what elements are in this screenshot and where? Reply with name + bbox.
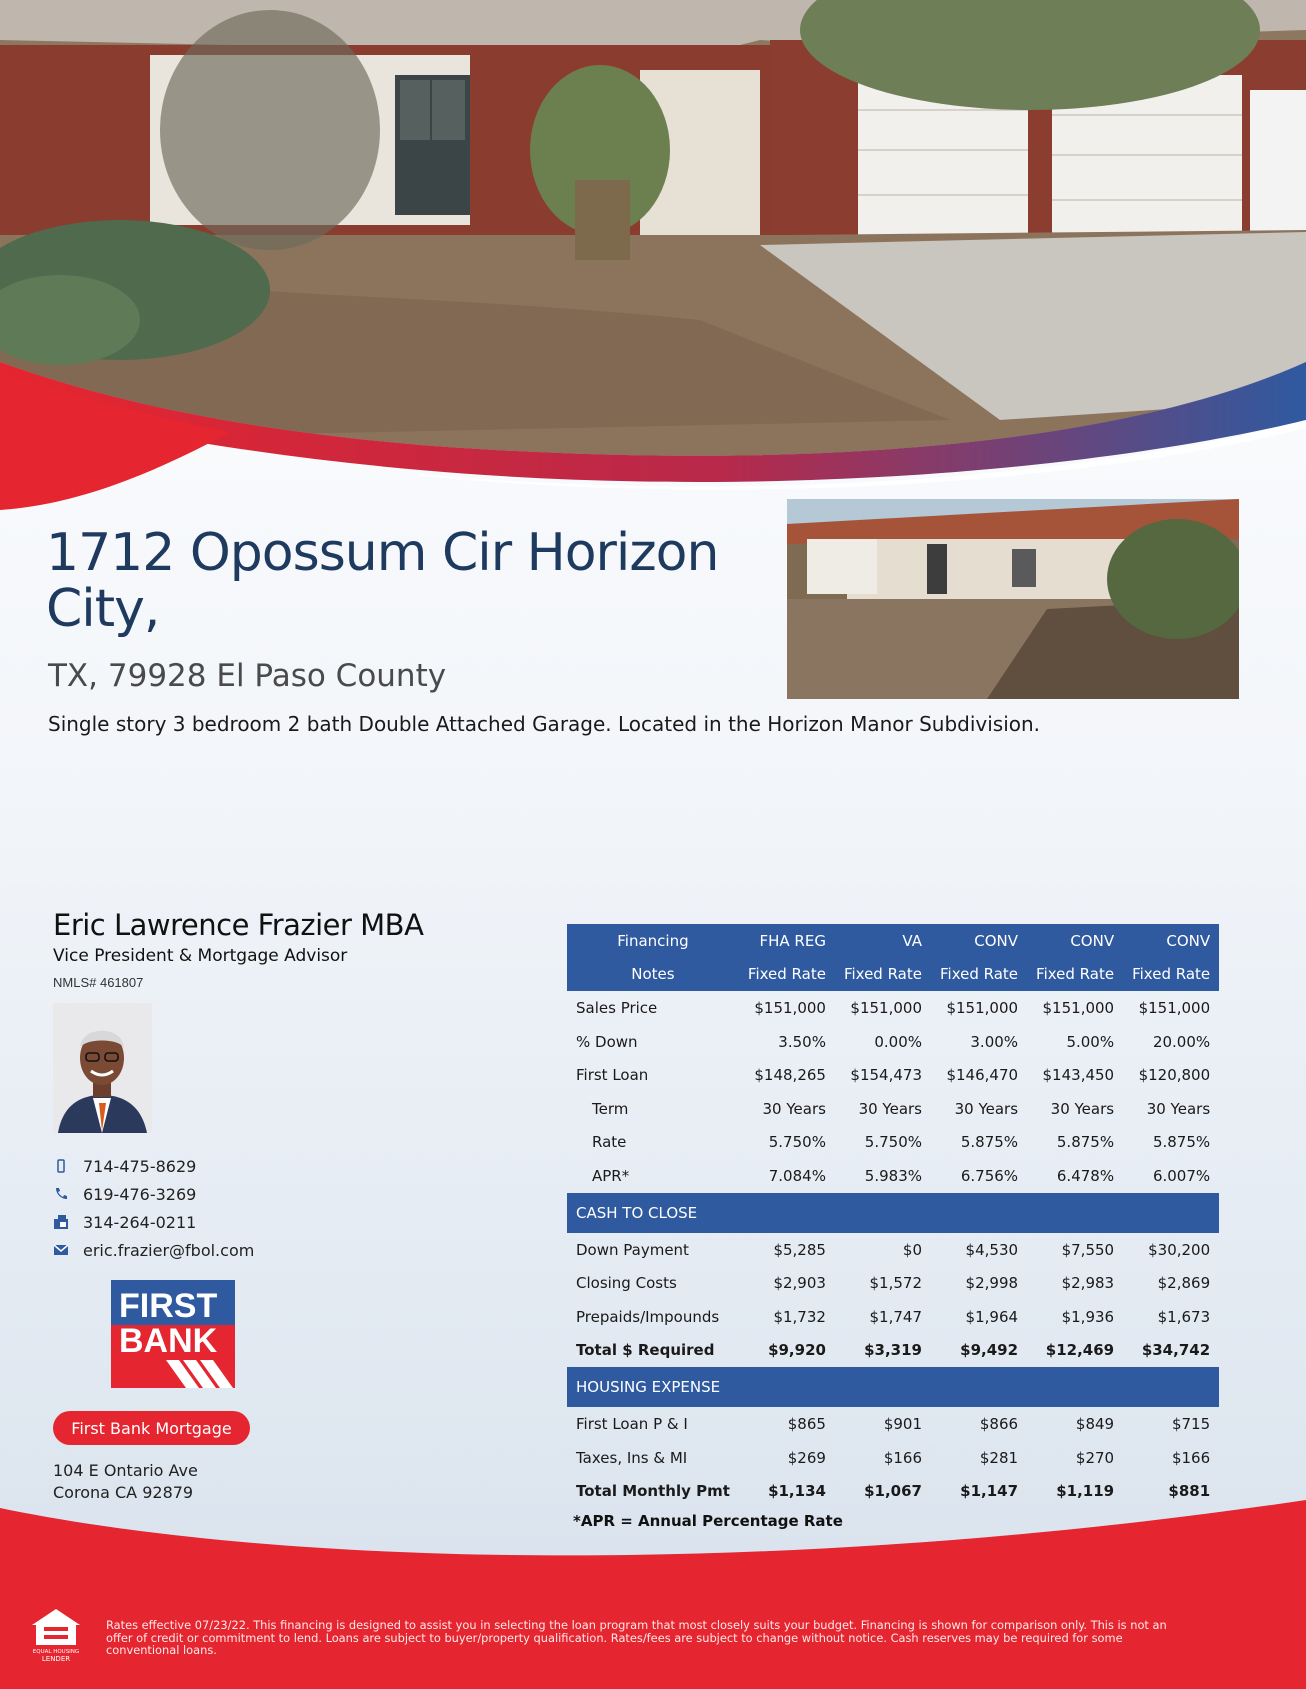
row-value: 5.875% bbox=[960, 1133, 1019, 1152]
contact-mobile[interactable] bbox=[53, 1152, 254, 1180]
row-value: $4,530 bbox=[965, 1240, 1019, 1259]
logo-text-bottom: BANK bbox=[119, 1322, 218, 1360]
row-value: 6.478% bbox=[1056, 1166, 1115, 1185]
header-row-loan-type bbox=[567, 924, 1219, 958]
fax-icon bbox=[53, 1214, 69, 1230]
contact-value: 314-264-0211 bbox=[83, 1212, 197, 1232]
row-value: $146,470 bbox=[946, 1066, 1019, 1085]
table-row bbox=[567, 1126, 1219, 1160]
contact-list bbox=[53, 1152, 254, 1264]
contact-value: eric.frazier@fbol.com bbox=[83, 1240, 255, 1260]
property-title: 1712 Opossum Cir Horizon City, bbox=[46, 523, 719, 639]
row-value: 5.750% bbox=[768, 1133, 826, 1152]
table-row bbox=[567, 991, 1219, 1025]
row-value: $166 bbox=[883, 1448, 922, 1467]
row-value: $151,000 bbox=[850, 998, 922, 1017]
row-value: 7.084% bbox=[768, 1166, 826, 1185]
row-value: 30 Years bbox=[762, 1099, 826, 1118]
row-value: 5.750% bbox=[864, 1133, 922, 1152]
row-label: Taxes, Ins & MI bbox=[576, 1448, 688, 1467]
header-cell: Financing bbox=[617, 931, 689, 950]
agent-name: Eric Lawrence Frazier MBA bbox=[53, 908, 424, 942]
row-value: $9,920 bbox=[768, 1341, 826, 1360]
row-value: $865 bbox=[787, 1414, 826, 1433]
property-location: TX, 79928 El Paso County bbox=[48, 658, 447, 694]
row-value: 6.007% bbox=[1152, 1166, 1211, 1185]
backyard-photo bbox=[787, 499, 1239, 699]
row-value: $1,119 bbox=[1056, 1482, 1115, 1501]
header-cell: Fixed Rate bbox=[1036, 965, 1115, 984]
header-cell: Fixed Rate bbox=[1132, 965, 1211, 984]
address-line-1: 104 E Ontario Ave bbox=[53, 1461, 198, 1480]
row-value: $1,732 bbox=[773, 1307, 826, 1326]
row-value: $270 bbox=[1075, 1448, 1115, 1467]
row-label: Prepaids/Impounds bbox=[576, 1307, 720, 1326]
row-value: 0.00% bbox=[874, 1032, 922, 1051]
row-label: First Loan P & I bbox=[576, 1414, 688, 1433]
row-value: $0 bbox=[902, 1240, 922, 1259]
table-row bbox=[567, 1266, 1219, 1300]
row-value: 5.875% bbox=[1152, 1133, 1211, 1152]
row-value: 30 Years bbox=[954, 1099, 1019, 1118]
row-value: 5.00% bbox=[1066, 1032, 1115, 1051]
header-cell: CONV bbox=[1166, 931, 1211, 950]
row-value: $143,450 bbox=[1042, 1066, 1115, 1085]
section-cash-to-close bbox=[567, 1193, 1219, 1233]
section-label: CASH TO CLOSE bbox=[576, 1203, 698, 1222]
row-label: Closing Costs bbox=[576, 1274, 677, 1293]
row-value: $1,147 bbox=[960, 1482, 1019, 1501]
row-value: $2,903 bbox=[773, 1274, 826, 1293]
email-icon bbox=[53, 1242, 69, 1258]
property-description: Single story 3 bedroom 2 bath Double Attached Garage. Located in the Horizon Manor Subdivision. bbox=[48, 712, 1041, 736]
header-cell: Fixed Rate bbox=[747, 965, 826, 984]
row-value: 6.756% bbox=[960, 1166, 1019, 1185]
row-label: Down Payment bbox=[576, 1240, 689, 1259]
hero-photo bbox=[0, 0, 1306, 520]
table-row bbox=[567, 1300, 1219, 1334]
row-label: Rate bbox=[592, 1133, 627, 1152]
first-bank-logo bbox=[111, 1280, 235, 1388]
row-value: 30 Years bbox=[1050, 1099, 1115, 1118]
row-value: 3.00% bbox=[970, 1032, 1019, 1051]
row-value: $151,000 bbox=[946, 998, 1019, 1017]
ehl-text-line-1: EQUAL HOUSING bbox=[32, 1649, 80, 1655]
contact-value: 619-476-3269 bbox=[83, 1184, 197, 1204]
table-row bbox=[567, 1441, 1219, 1475]
row-value: $34,742 bbox=[1141, 1341, 1211, 1360]
row-value: $7,550 bbox=[1061, 1240, 1115, 1259]
header-cell: CONV bbox=[974, 931, 1019, 950]
section-label: HOUSING EXPENSE bbox=[576, 1378, 721, 1397]
row-value: $281 bbox=[979, 1448, 1019, 1467]
header-cell: Notes bbox=[631, 965, 675, 984]
row-label: APR* bbox=[592, 1166, 630, 1185]
ehl-text-line-2: LENDER bbox=[41, 1655, 71, 1663]
row-value: 5.983% bbox=[864, 1166, 922, 1185]
table-row bbox=[567, 1092, 1219, 1126]
address-line-2: Corona CA 92879 bbox=[53, 1483, 194, 1502]
row-value: $1,936 bbox=[1061, 1307, 1115, 1326]
office-address bbox=[53, 1460, 198, 1504]
row-value: $154,473 bbox=[850, 1066, 922, 1085]
row-value: $849 bbox=[1075, 1414, 1115, 1433]
row-value: $1,572 bbox=[869, 1274, 922, 1293]
financing-table bbox=[567, 924, 1219, 1508]
logo-text-top: FIRST bbox=[119, 1287, 218, 1325]
contact-value: 714-475-8629 bbox=[83, 1156, 197, 1176]
row-label: Term bbox=[592, 1099, 629, 1118]
table-row bbox=[567, 1025, 1219, 1059]
contact-fax[interactable] bbox=[53, 1208, 254, 1236]
row-value: $120,800 bbox=[1138, 1066, 1211, 1085]
agent-title: Vice President & Mortgage Advisor bbox=[53, 946, 348, 966]
row-label: Total $ Required bbox=[576, 1341, 715, 1360]
header-cell: Fixed Rate bbox=[843, 965, 922, 984]
contact-phone[interactable] bbox=[53, 1180, 254, 1208]
row-value: $151,000 bbox=[1138, 998, 1211, 1017]
phone-icon bbox=[53, 1186, 69, 1202]
header-row-notes bbox=[567, 958, 1219, 992]
row-value: $2,869 bbox=[1157, 1274, 1211, 1293]
row-value: 30 Years bbox=[858, 1099, 922, 1118]
row-label: First Loan bbox=[576, 1066, 649, 1085]
row-value: 20.00% bbox=[1152, 1032, 1211, 1051]
table-row bbox=[567, 1233, 1219, 1267]
header-cell: CONV bbox=[1070, 931, 1115, 950]
header-cell: VA bbox=[902, 931, 922, 950]
row-label: % Down bbox=[576, 1032, 638, 1051]
row-value: $5,285 bbox=[773, 1240, 826, 1259]
row-value: $2,998 bbox=[965, 1274, 1019, 1293]
row-value: $881 bbox=[1168, 1482, 1211, 1501]
footer-banner bbox=[0, 1500, 1306, 1689]
company-badge[interactable]: First Bank Mortgage bbox=[53, 1411, 250, 1445]
header-cell: FHA REG bbox=[759, 931, 826, 950]
row-value: 30 Years bbox=[1146, 1099, 1211, 1118]
table-row bbox=[567, 1058, 1219, 1092]
table-row bbox=[567, 1407, 1219, 1441]
section-housing-expense bbox=[567, 1367, 1219, 1407]
agent-photo bbox=[53, 1003, 152, 1133]
row-value: 3.50% bbox=[778, 1032, 826, 1051]
row-value: 5.875% bbox=[1056, 1133, 1115, 1152]
row-value: $866 bbox=[979, 1414, 1019, 1433]
row-value: $12,469 bbox=[1045, 1341, 1115, 1360]
disclaimer: Rates effective 07/23/22. This financing is designed to assist you in selecting the loan program that most closely suits your budget. Financing is shown for comparison only. This is not an offer of credit or commitment to lend. Loans are subject to buyer/property qualification. Rates/fees are subject to change without notice. Cash reserves may be required for some conventional loans. bbox=[106, 1618, 1167, 1657]
table-row bbox=[567, 1334, 1219, 1368]
row-value: $1,067 bbox=[864, 1482, 922, 1501]
row-value: $151,000 bbox=[754, 998, 826, 1017]
mobile-phone-icon bbox=[53, 1158, 69, 1174]
row-label: Sales Price bbox=[576, 998, 658, 1017]
row-value: $9,492 bbox=[960, 1341, 1019, 1360]
row-value: $2,983 bbox=[1061, 1274, 1115, 1293]
row-label: Total Monthly Pmt bbox=[576, 1482, 730, 1501]
row-value: $269 bbox=[787, 1448, 826, 1467]
row-value: $1,134 bbox=[768, 1482, 826, 1501]
row-value: $901 bbox=[883, 1414, 922, 1433]
table-row bbox=[567, 1159, 1219, 1193]
row-value: $148,265 bbox=[754, 1066, 826, 1085]
equal-housing-lender-icon bbox=[30, 1607, 82, 1663]
apr-note: *APR = Annual Percentage Rate bbox=[573, 1512, 843, 1530]
agent-nmls: NMLS# 461807 bbox=[53, 975, 144, 990]
row-value: $30,200 bbox=[1148, 1240, 1211, 1259]
row-value: $151,000 bbox=[1042, 998, 1115, 1017]
row-value: $715 bbox=[1171, 1414, 1211, 1433]
contact-email[interactable] bbox=[53, 1236, 254, 1264]
row-value: $1,673 bbox=[1157, 1307, 1211, 1326]
row-value: $166 bbox=[1171, 1448, 1211, 1467]
row-value: $1,964 bbox=[965, 1307, 1019, 1326]
row-value: $1,747 bbox=[869, 1307, 922, 1326]
row-value: $3,319 bbox=[864, 1341, 922, 1360]
header-cell: Fixed Rate bbox=[940, 965, 1019, 984]
